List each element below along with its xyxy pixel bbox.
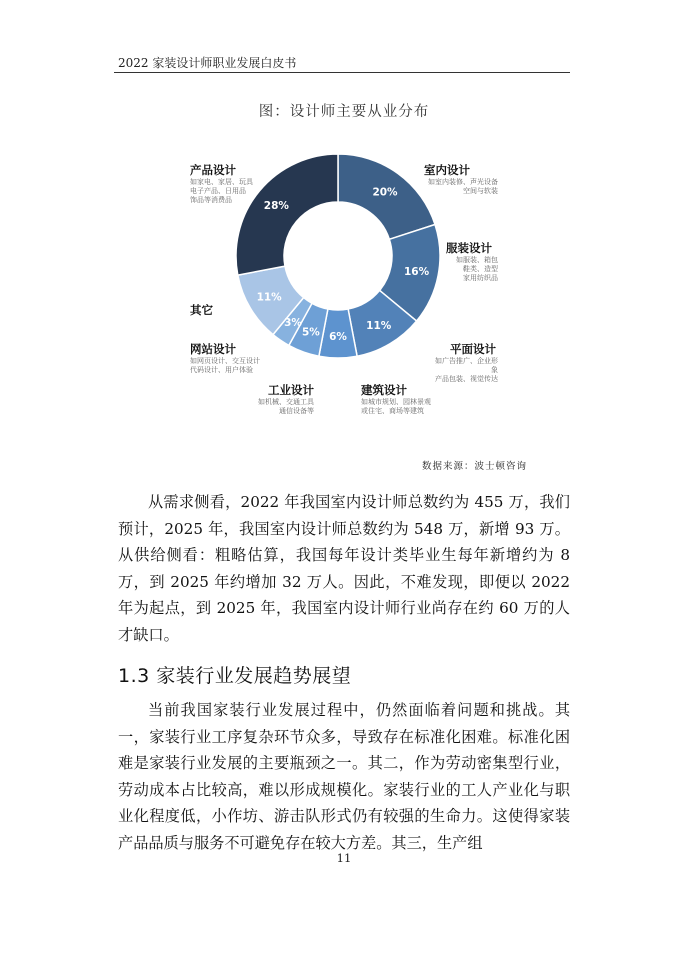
label-architecture xyxy=(361,382,441,416)
label-industrial-desc-2: 通信设备等 xyxy=(279,407,314,415)
donut-chart xyxy=(0,0,688,460)
pct-label-other: 11% xyxy=(256,291,282,304)
label-architecture-name: 建筑设计 xyxy=(361,383,407,397)
label-product-name: 产品设计 xyxy=(190,163,236,177)
figure-source: 数据来源：波士顿咨询 xyxy=(422,461,528,472)
pct-label-graphic: 11% xyxy=(366,319,392,332)
label-web-desc-1: 如网页设计、交互设计 xyxy=(190,357,260,365)
label-architecture-desc-1: 如城市规划、园林景观 xyxy=(361,398,431,406)
running-header: 2022 家装设计师职业发展白皮书 xyxy=(118,56,297,70)
label-fashion-desc-2: 鞋类、造型 xyxy=(463,265,498,273)
label-fashion-desc-3: 家用纺织品 xyxy=(463,274,498,282)
pct-label-industrial: 5% xyxy=(301,326,320,339)
pct-label-interior: 20% xyxy=(372,186,398,199)
label-graphic-name: 平面设计 xyxy=(450,342,496,356)
label-fashion-desc-1: 如服装、箱包 xyxy=(456,256,498,264)
label-other xyxy=(190,302,230,318)
label-other-name: 其它 xyxy=(190,303,213,317)
figure-title: 图：设计师主要从业分布 xyxy=(258,104,430,120)
label-interior-name: 室内设计 xyxy=(424,163,470,177)
label-product-desc-2: 电子产品、日用品 xyxy=(190,187,246,195)
page-number: 11 xyxy=(336,851,352,865)
label-industrial xyxy=(250,382,314,416)
section-title: 1.3 家装行业发展趋势展望 xyxy=(118,665,352,687)
paragraph-trends: 当前我国家装行业发展过程中，仍然面临着问题和挑战。其一，家装行业工序复杂环节众多，导致存在标准化困难。标准化困难是家装行业发展的主要瓶颈之一。其二，作为劳动密集型行业，劳动成本占比较高，难以形成规模化。家装行业的工人产业化与职业化程度低，小作坊、游击队形式仍有较强的生命力。这使得家装产品品质与服务不可避免存在较大方差。其三，生产组 xyxy=(118,701,570,852)
label-interior-desc-1: 如室内装修、声光设备 xyxy=(428,178,498,186)
label-graphic xyxy=(430,341,498,384)
label-interior-desc-2: 空间与软装 xyxy=(463,187,498,195)
label-interior xyxy=(424,162,498,196)
label-industrial-name: 工业设计 xyxy=(268,383,314,397)
label-web xyxy=(190,341,270,375)
pct-label-web: 3% xyxy=(284,317,302,330)
label-product xyxy=(190,162,264,205)
label-web-name: 网站设计 xyxy=(190,342,236,356)
label-graphic-desc-2: 产品包装、视觉传达 xyxy=(435,375,498,383)
label-fashion xyxy=(446,240,498,283)
pct-label-product: 28% xyxy=(263,200,289,213)
label-product-desc-1: 如家电、家居、玩具 xyxy=(190,178,253,186)
label-fashion-name: 服装设计 xyxy=(446,241,492,255)
pct-label-fashion: 16% xyxy=(404,265,430,278)
paragraph-supply-demand: 从需求侧看，2022 年我国室内设计师总数约为 455 万，我们预计，2025 年，我国室内设计师总数约为 548 万，新增 93 万。从供给侧看：粗略估算，我国每年设计类毕业生每年新增约为 8 万，到 2025 年约增加 32 万人。因此，不难发现，即便以 2022 年为起点，到 2025 年，我国室内设计师行业尚存在约 60 万的人才缺口。 xyxy=(118,493,570,644)
label-product-desc-3: 饰品等消费品 xyxy=(190,196,232,204)
label-web-desc-2: 代码设计、用户体验 xyxy=(190,366,253,374)
label-graphic-desc-1: 如广告推广、企业形象 xyxy=(435,357,498,374)
pct-label-architecture: 6% xyxy=(329,331,347,343)
label-industrial-desc-1: 如机械、交通工具 xyxy=(258,398,314,406)
label-architecture-desc-2: 或住宅、商场等建筑 xyxy=(361,407,424,415)
